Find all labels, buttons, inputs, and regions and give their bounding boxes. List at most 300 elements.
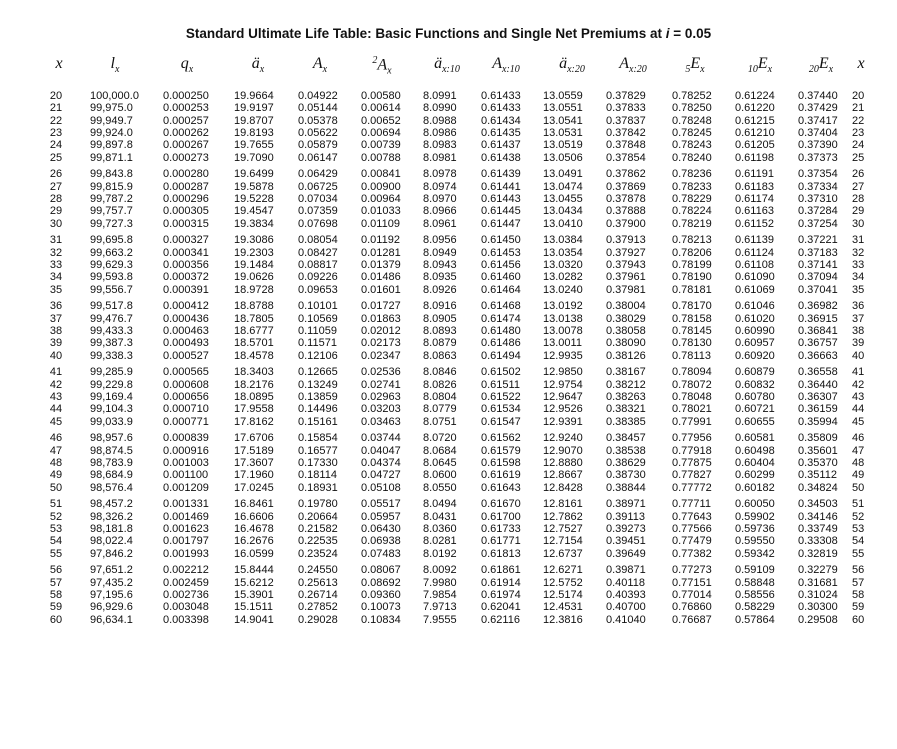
cell-annuity-x: 18.3403 bbox=[234, 366, 274, 379]
cell-age-right: 47 bbox=[852, 444, 865, 457]
cell-lx: 98,181.8 bbox=[90, 522, 133, 535]
cell-qx: 0.000710 bbox=[163, 403, 209, 416]
cell-Ax: 0.18114 bbox=[298, 469, 337, 482]
table-row bbox=[0, 168, 897, 180]
cell-10Ex: 0.61174 bbox=[735, 192, 774, 205]
cell-qx: 0.000356 bbox=[163, 258, 209, 271]
cell-2Ax: 0.02173 bbox=[361, 337, 401, 350]
cell-age-right: 43 bbox=[852, 390, 865, 403]
cell-annuity-x-20: 13.0320 bbox=[543, 258, 583, 271]
cell-age: 37 bbox=[49, 312, 63, 325]
cell-age-right: 38 bbox=[852, 324, 865, 337]
cell-20Ex: 0.37354 bbox=[798, 168, 838, 181]
cell-10Ex: 0.60990 bbox=[735, 324, 775, 337]
cell-A-x-20: 0.39113 bbox=[606, 510, 645, 523]
cell-annuity-x-10: 8.0905 bbox=[423, 312, 457, 325]
cell-10Ex: 0.60879 bbox=[735, 366, 775, 379]
cell-A-x-20: 0.37878 bbox=[606, 192, 646, 205]
cell-Ax: 0.09653 bbox=[298, 283, 338, 296]
cell-annuity-x-20: 12.9070 bbox=[543, 444, 583, 457]
cell-Ax: 0.06147 bbox=[298, 151, 338, 164]
header-A-x-10: $A_{x:10}$ bbox=[492, 55, 520, 75]
cell-Ax: 0.11059 bbox=[298, 324, 337, 337]
cell-20Ex: 0.36982 bbox=[798, 300, 838, 313]
cell-annuity-x: 19.5228 bbox=[234, 192, 274, 205]
cell-annuity-x-10: 8.0949 bbox=[423, 246, 457, 259]
cell-annuity-x-10: 8.0751 bbox=[423, 415, 457, 428]
cell-annuity-x-10: 8.0550 bbox=[423, 481, 457, 494]
cell-20Ex: 0.35809 bbox=[798, 432, 838, 445]
cell-annuity-x-20: 13.0384 bbox=[543, 234, 583, 247]
cell-age-right: 32 bbox=[852, 246, 865, 259]
cell-A-x-10: 0.61474 bbox=[481, 312, 521, 325]
cell-annuity-x-20: 13.0551 bbox=[543, 102, 583, 115]
cell-10Ex: 0.61163 bbox=[735, 205, 774, 218]
cell-5Ex: 0.77827 bbox=[672, 469, 712, 482]
cell-age-right: 58 bbox=[852, 588, 865, 601]
table-row bbox=[0, 193, 897, 205]
cell-A-x-10: 0.61434 bbox=[481, 114, 521, 127]
cell-annuity-x-20: 13.0541 bbox=[543, 114, 583, 127]
header-lx: $l_x$ bbox=[110, 55, 120, 75]
cell-A-x-20: 0.37913 bbox=[606, 234, 646, 247]
cell-Ax: 0.27852 bbox=[298, 601, 338, 614]
cell-annuity-x: 18.7805 bbox=[234, 312, 274, 325]
cell-annuity-x: 19.1484 bbox=[234, 258, 274, 271]
cell-annuity-x-20: 12.9391 bbox=[543, 415, 583, 428]
table-row bbox=[0, 457, 897, 469]
cell-20Ex: 0.36663 bbox=[798, 349, 838, 362]
cell-lx: 99,476.7 bbox=[90, 312, 133, 325]
cell-A-x-20: 0.38844 bbox=[606, 481, 646, 494]
header-annuity-x-20: $ä_{x:20}$ bbox=[559, 55, 585, 75]
cell-Ax: 0.24550 bbox=[298, 564, 338, 577]
cell-10Ex: 0.61215 bbox=[735, 114, 775, 127]
cell-5Ex: 0.78072 bbox=[672, 378, 712, 391]
cell-annuity-x-10: 7.9713 bbox=[423, 601, 457, 614]
cell-lx: 98,684.9 bbox=[90, 469, 133, 482]
cell-A-x-10: 0.61579 bbox=[481, 444, 521, 457]
cell-annuity-x-20: 12.9647 bbox=[543, 390, 583, 403]
cell-annuity-x-20: 12.8880 bbox=[543, 456, 583, 469]
cell-A-x-20: 0.39273 bbox=[606, 522, 646, 535]
cell-A-x-10: 0.61813 bbox=[481, 547, 521, 560]
cell-qx: 0.000493 bbox=[163, 337, 209, 350]
cell-age: 42 bbox=[49, 378, 63, 391]
cell-20Ex: 0.36440 bbox=[798, 378, 838, 391]
cell-annuity-x-20: 12.6737 bbox=[543, 547, 583, 560]
cell-A-x-10: 0.61733 bbox=[481, 522, 521, 535]
cell-10Ex: 0.60182 bbox=[735, 481, 775, 494]
cell-5Ex: 0.78248 bbox=[672, 114, 712, 127]
cell-20Ex: 0.37373 bbox=[798, 151, 838, 164]
cell-A-x-20: 0.39649 bbox=[606, 547, 646, 560]
cell-A-x-20: 0.38126 bbox=[606, 349, 646, 362]
cell-10Ex: 0.60404 bbox=[735, 456, 775, 469]
cell-20Ex: 0.37440 bbox=[798, 90, 838, 102]
cell-2Ax: 0.06430 bbox=[361, 522, 401, 535]
cell-annuity-x-20: 12.8161 bbox=[543, 498, 583, 511]
cell-10Ex: 0.60780 bbox=[735, 390, 775, 403]
cell-annuity-x: 18.6777 bbox=[234, 324, 274, 337]
cell-A-x-10: 0.61670 bbox=[481, 498, 521, 511]
cell-annuity-x: 18.9728 bbox=[234, 283, 274, 296]
cell-annuity-x-10: 8.0804 bbox=[423, 390, 457, 403]
table-row bbox=[0, 259, 897, 271]
cell-age: 26 bbox=[49, 168, 63, 181]
table-row bbox=[0, 577, 897, 589]
cell-age: 38 bbox=[49, 324, 63, 337]
cell-lx: 97,651.2 bbox=[90, 564, 133, 577]
cell-lx: 99,629.3 bbox=[90, 258, 133, 271]
table-row bbox=[0, 325, 897, 337]
cell-age-right: 27 bbox=[852, 180, 865, 193]
cell-annuity-x-20: 12.7154 bbox=[543, 535, 583, 548]
cell-2Ax: 0.02536 bbox=[361, 366, 401, 379]
cell-2Ax: 0.01281 bbox=[361, 246, 401, 259]
cell-A-x-20: 0.37854 bbox=[606, 151, 646, 164]
cell-annuity-x: 16.6606 bbox=[234, 510, 274, 523]
cell-annuity-x-20: 12.9935 bbox=[543, 349, 583, 362]
cell-age-right: 41 bbox=[852, 366, 865, 379]
cell-age-right: 42 bbox=[852, 378, 865, 391]
cell-5Ex: 0.78190 bbox=[672, 271, 712, 284]
cell-10Ex: 0.60721 bbox=[735, 403, 775, 416]
table-row bbox=[0, 548, 897, 560]
cell-2Ax: 0.07483 bbox=[361, 547, 401, 560]
cell-5Ex: 0.77772 bbox=[672, 481, 712, 494]
cell-qx: 0.000391 bbox=[163, 283, 209, 296]
cell-age: 51 bbox=[49, 498, 63, 511]
cell-20Ex: 0.37310 bbox=[798, 192, 838, 205]
cell-A-x-20: 0.38385 bbox=[606, 415, 646, 428]
cell-lx: 99,663.2 bbox=[90, 246, 133, 259]
cell-age: 48 bbox=[49, 456, 63, 469]
cell-20Ex: 0.33308 bbox=[798, 535, 838, 548]
cell-qx: 0.001469 bbox=[163, 510, 209, 523]
cell-2Ax: 0.05517 bbox=[361, 498, 401, 511]
cell-qx: 0.002736 bbox=[163, 588, 209, 601]
cell-annuity-x-20: 13.0434 bbox=[543, 205, 583, 218]
cell-annuity-x-20: 12.9526 bbox=[543, 403, 583, 416]
cell-Ax: 0.11571 bbox=[298, 337, 337, 350]
cell-qx: 0.000341 bbox=[163, 246, 209, 259]
cell-2Ax: 0.01033 bbox=[361, 205, 401, 218]
cell-annuity-x: 17.5189 bbox=[234, 444, 274, 457]
cell-annuity-x: 16.8461 bbox=[234, 498, 274, 511]
cell-Ax: 0.22535 bbox=[298, 535, 338, 548]
cell-A-x-20: 0.40118 bbox=[606, 576, 645, 589]
cell-annuity-x: 19.6499 bbox=[234, 168, 274, 181]
cell-A-x-20: 0.37943 bbox=[606, 258, 646, 271]
cell-age-right: 26 bbox=[852, 168, 865, 181]
cell-annuity-x-20: 12.9754 bbox=[543, 378, 583, 391]
cell-2Ax: 0.04727 bbox=[361, 469, 401, 482]
cell-annuity-x-10: 7.9854 bbox=[423, 588, 457, 601]
cell-A-x-10: 0.62041 bbox=[481, 601, 521, 614]
cell-annuity-x-20: 12.8428 bbox=[543, 481, 583, 494]
cell-annuity-x-20: 12.9240 bbox=[543, 432, 583, 445]
cell-A-x-20: 0.37848 bbox=[606, 139, 646, 152]
cell-age-right: 54 bbox=[852, 535, 865, 548]
cell-10Ex: 0.61124 bbox=[735, 246, 774, 259]
cell-A-x-10: 0.61445 bbox=[481, 205, 521, 218]
cell-Ax: 0.13859 bbox=[298, 390, 338, 403]
cell-2Ax: 0.04047 bbox=[361, 444, 401, 457]
cell-annuity-x: 19.7090 bbox=[234, 151, 274, 164]
cell-10Ex: 0.57864 bbox=[735, 613, 775, 626]
cell-10Ex: 0.59109 bbox=[735, 564, 775, 577]
cell-5Ex: 0.77991 bbox=[672, 415, 712, 428]
cell-age: 55 bbox=[49, 547, 63, 560]
cell-annuity-x: 16.4678 bbox=[234, 522, 274, 535]
cell-A-x-10: 0.61562 bbox=[481, 432, 521, 445]
cell-age-right: 36 bbox=[852, 300, 865, 313]
cell-2Ax: 0.01727 bbox=[361, 300, 401, 313]
cell-10Ex: 0.59736 bbox=[735, 522, 775, 535]
table-row bbox=[0, 391, 897, 403]
cell-5Ex: 0.78170 bbox=[672, 300, 712, 313]
header-20Ex: $_{20}E_x$ bbox=[808, 55, 834, 75]
cell-Ax: 0.21582 bbox=[298, 522, 338, 535]
cell-5Ex: 0.78199 bbox=[672, 258, 712, 271]
cell-qx: 0.000916 bbox=[163, 444, 209, 457]
cell-lx: 99,757.7 bbox=[90, 205, 133, 218]
cell-20Ex: 0.35370 bbox=[798, 456, 838, 469]
cell-2Ax: 0.09360 bbox=[361, 588, 401, 601]
cell-20Ex: 0.37404 bbox=[798, 126, 838, 139]
cell-lx: 99,593.8 bbox=[90, 271, 133, 284]
cell-annuity-x-10: 8.0926 bbox=[423, 283, 457, 296]
cell-age: 27 bbox=[49, 180, 63, 193]
cell-20Ex: 0.36159 bbox=[798, 403, 838, 416]
cell-annuity-x-10: 8.0916 bbox=[423, 300, 457, 313]
cell-age: 52 bbox=[49, 510, 63, 523]
cell-A-x-20: 0.41040 bbox=[606, 613, 646, 626]
cell-annuity-x: 18.4578 bbox=[234, 349, 274, 362]
cell-lx: 99,924.0 bbox=[90, 126, 133, 139]
cell-qx: 0.000257 bbox=[163, 114, 209, 127]
cell-Ax: 0.07698 bbox=[298, 217, 338, 230]
cell-age: 25 bbox=[49, 151, 63, 164]
cell-2Ax: 0.00964 bbox=[361, 192, 401, 205]
cell-annuity-x: 18.2176 bbox=[234, 378, 274, 391]
cell-2Ax: 0.05108 bbox=[361, 481, 401, 494]
table-row bbox=[0, 234, 897, 246]
cell-A-x-20: 0.37869 bbox=[606, 180, 646, 193]
cell-lx: 99,897.8 bbox=[90, 139, 133, 152]
cell-annuity-x-10: 8.0978 bbox=[423, 168, 457, 181]
cell-2Ax: 0.03744 bbox=[361, 432, 401, 445]
cell-age: 22 bbox=[49, 114, 63, 127]
cell-qx: 0.000315 bbox=[163, 217, 209, 230]
cell-A-x-20: 0.38263 bbox=[606, 390, 646, 403]
cell-age-right: 59 bbox=[852, 601, 865, 614]
cell-qx: 0.000273 bbox=[163, 151, 209, 164]
cell-age-right: 60 bbox=[852, 613, 865, 626]
cell-annuity-x: 16.2676 bbox=[234, 535, 274, 548]
cell-A-x-10: 0.61438 bbox=[481, 151, 521, 164]
cell-annuity-x: 17.0245 bbox=[234, 481, 274, 494]
cell-annuity-x: 18.8788 bbox=[234, 300, 274, 313]
cell-qx: 0.001209 bbox=[163, 481, 209, 494]
cell-A-x-10: 0.61447 bbox=[481, 217, 521, 230]
table-row bbox=[0, 416, 897, 428]
cell-A-x-10: 0.61435 bbox=[481, 126, 521, 139]
cell-qx: 0.000267 bbox=[163, 139, 209, 152]
cell-age: 24 bbox=[49, 139, 63, 152]
cell-5Ex: 0.77711 bbox=[672, 498, 711, 511]
cell-annuity-x: 15.6212 bbox=[234, 576, 274, 589]
cell-20Ex: 0.36841 bbox=[798, 324, 838, 337]
cell-lx: 98,576.4 bbox=[90, 481, 133, 494]
cell-lx: 99,727.3 bbox=[90, 217, 133, 230]
cell-A-x-20: 0.37888 bbox=[606, 205, 646, 218]
cell-qx: 0.001100 bbox=[163, 469, 209, 482]
cell-age: 28 bbox=[49, 192, 63, 205]
cell-10Ex: 0.61205 bbox=[735, 139, 775, 152]
table-row bbox=[0, 564, 897, 576]
cell-A-x-10: 0.61453 bbox=[481, 246, 521, 259]
cell-A-x-20: 0.38971 bbox=[606, 498, 646, 511]
cell-2Ax: 0.10834 bbox=[361, 613, 401, 626]
cell-age-right: 56 bbox=[852, 564, 865, 577]
cell-lx: 98,326.2 bbox=[90, 510, 133, 523]
cell-annuity-x-20: 13.0011 bbox=[543, 337, 582, 350]
cell-age-right: 45 bbox=[852, 415, 865, 428]
cell-2Ax: 0.01379 bbox=[361, 258, 401, 271]
cell-A-x-20: 0.37900 bbox=[606, 217, 646, 230]
cell-annuity-x-20: 13.0506 bbox=[543, 151, 583, 164]
cell-age-right: 29 bbox=[852, 205, 865, 218]
cell-5Ex: 0.78048 bbox=[672, 390, 712, 403]
cell-Ax: 0.29028 bbox=[298, 613, 338, 626]
cell-A-x-20: 0.37837 bbox=[606, 114, 646, 127]
cell-20Ex: 0.34824 bbox=[798, 481, 838, 494]
cell-A-x-10: 0.61480 bbox=[481, 324, 521, 337]
cell-2Ax: 0.01863 bbox=[361, 312, 401, 325]
cell-age-right: 20 bbox=[852, 90, 865, 102]
cell-20Ex: 0.31024 bbox=[798, 588, 838, 601]
cell-A-x-10: 0.61598 bbox=[481, 456, 521, 469]
cell-annuity-x-10: 8.0956 bbox=[423, 234, 457, 247]
cell-annuity-x-20: 13.0531 bbox=[543, 126, 583, 139]
cell-A-x-10: 0.61439 bbox=[481, 168, 521, 181]
cell-Ax: 0.06725 bbox=[298, 180, 338, 193]
cell-annuity-x-20: 13.0078 bbox=[543, 324, 583, 337]
cell-lx: 99,229.8 bbox=[90, 378, 133, 391]
cell-Ax: 0.04922 bbox=[298, 90, 338, 102]
cell-5Ex: 0.78021 bbox=[672, 403, 712, 416]
cell-annuity-x-20: 12.5752 bbox=[543, 576, 583, 589]
cell-annuity-x-20: 12.4531 bbox=[543, 601, 583, 614]
cell-lx: 96,929.6 bbox=[90, 601, 133, 614]
cell-10Ex: 0.58556 bbox=[735, 588, 775, 601]
cell-20Ex: 0.37390 bbox=[798, 139, 838, 152]
cell-annuity-x: 15.1511 bbox=[234, 601, 273, 614]
cell-5Ex: 0.78245 bbox=[672, 126, 712, 139]
cell-qx: 0.000296 bbox=[163, 192, 209, 205]
cell-annuity-x-10: 8.0863 bbox=[423, 349, 457, 362]
table-row bbox=[0, 614, 897, 626]
cell-2Ax: 0.03203 bbox=[361, 403, 401, 416]
cell-lx: 99,843.8 bbox=[90, 168, 133, 181]
cell-20Ex: 0.37254 bbox=[798, 217, 838, 230]
header-2Ax: $^2A_x$ bbox=[372, 55, 392, 77]
cell-20Ex: 0.34503 bbox=[798, 498, 838, 511]
cell-A-x-10: 0.61547 bbox=[481, 415, 521, 428]
cell-annuity-x-10: 8.0970 bbox=[423, 192, 457, 205]
cell-2Ax: 0.01601 bbox=[361, 283, 401, 296]
table-row bbox=[0, 366, 897, 378]
cell-2Ax: 0.04374 bbox=[361, 456, 401, 469]
table-row bbox=[0, 350, 897, 362]
cell-age: 59 bbox=[49, 601, 63, 614]
cell-annuity-x-20: 13.0192 bbox=[543, 300, 583, 313]
cell-annuity-x: 19.4547 bbox=[234, 205, 274, 218]
cell-Ax: 0.13249 bbox=[298, 378, 338, 391]
cell-A-x-10: 0.61643 bbox=[481, 481, 521, 494]
cell-annuity-x-10: 8.0684 bbox=[423, 444, 457, 457]
cell-5Ex: 0.78158 bbox=[672, 312, 712, 325]
cell-annuity-x-10: 8.0981 bbox=[423, 151, 457, 164]
cell-lx: 98,874.5 bbox=[90, 444, 133, 457]
cell-A-x-10: 0.61450 bbox=[481, 234, 521, 247]
cell-A-x-20: 0.38167 bbox=[606, 366, 646, 379]
cell-age-right: 51 bbox=[852, 498, 865, 511]
cell-annuity-x-10: 8.0983 bbox=[423, 139, 457, 152]
cell-2Ax: 0.00739 bbox=[361, 139, 401, 152]
cell-Ax: 0.20664 bbox=[298, 510, 338, 523]
cell-Ax: 0.25613 bbox=[298, 576, 338, 589]
cell-annuity-x-10: 8.0943 bbox=[423, 258, 457, 271]
cell-annuity-x: 17.8162 bbox=[234, 415, 274, 428]
cell-A-x-20: 0.37981 bbox=[606, 283, 646, 296]
cell-Ax: 0.08054 bbox=[298, 234, 338, 247]
cell-qx: 0.002212 bbox=[163, 564, 209, 577]
cell-annuity-x-20: 12.8667 bbox=[543, 469, 583, 482]
cell-age: 35 bbox=[49, 283, 63, 296]
cell-annuity-x: 16.0599 bbox=[234, 547, 274, 560]
cell-A-x-20: 0.37961 bbox=[606, 271, 646, 284]
cell-5Ex: 0.78236 bbox=[672, 168, 712, 181]
cell-annuity-x-10: 8.0720 bbox=[423, 432, 457, 445]
cell-annuity-x: 15.3901 bbox=[234, 588, 274, 601]
cell-age: 39 bbox=[49, 337, 63, 350]
cell-annuity-x: 15.8444 bbox=[234, 564, 274, 577]
table-row bbox=[0, 271, 897, 283]
cell-20Ex: 0.37284 bbox=[798, 205, 838, 218]
cell-age: 33 bbox=[49, 258, 63, 271]
cell-age: 29 bbox=[49, 205, 63, 218]
cell-annuity-x-10: 8.0974 bbox=[423, 180, 457, 193]
cell-age-right: 52 bbox=[852, 510, 865, 523]
cell-lx: 99,871.1 bbox=[90, 151, 133, 164]
cell-A-x-10: 0.61464 bbox=[481, 283, 521, 296]
cell-10Ex: 0.60498 bbox=[735, 444, 775, 457]
table-row bbox=[0, 115, 897, 127]
cell-age: 23 bbox=[49, 126, 63, 139]
cell-A-x-10: 0.61494 bbox=[481, 349, 521, 362]
cell-annuity-x-10: 8.0988 bbox=[423, 114, 457, 127]
cell-10Ex: 0.61198 bbox=[735, 151, 774, 164]
cell-2Ax: 0.00580 bbox=[361, 90, 401, 102]
cell-lx: 98,783.9 bbox=[90, 456, 133, 469]
cell-2Ax: 0.00694 bbox=[361, 126, 401, 139]
cell-annuity-x: 19.5878 bbox=[234, 180, 274, 193]
cell-A-x-10: 0.61914 bbox=[481, 576, 521, 589]
table-row bbox=[0, 218, 897, 230]
